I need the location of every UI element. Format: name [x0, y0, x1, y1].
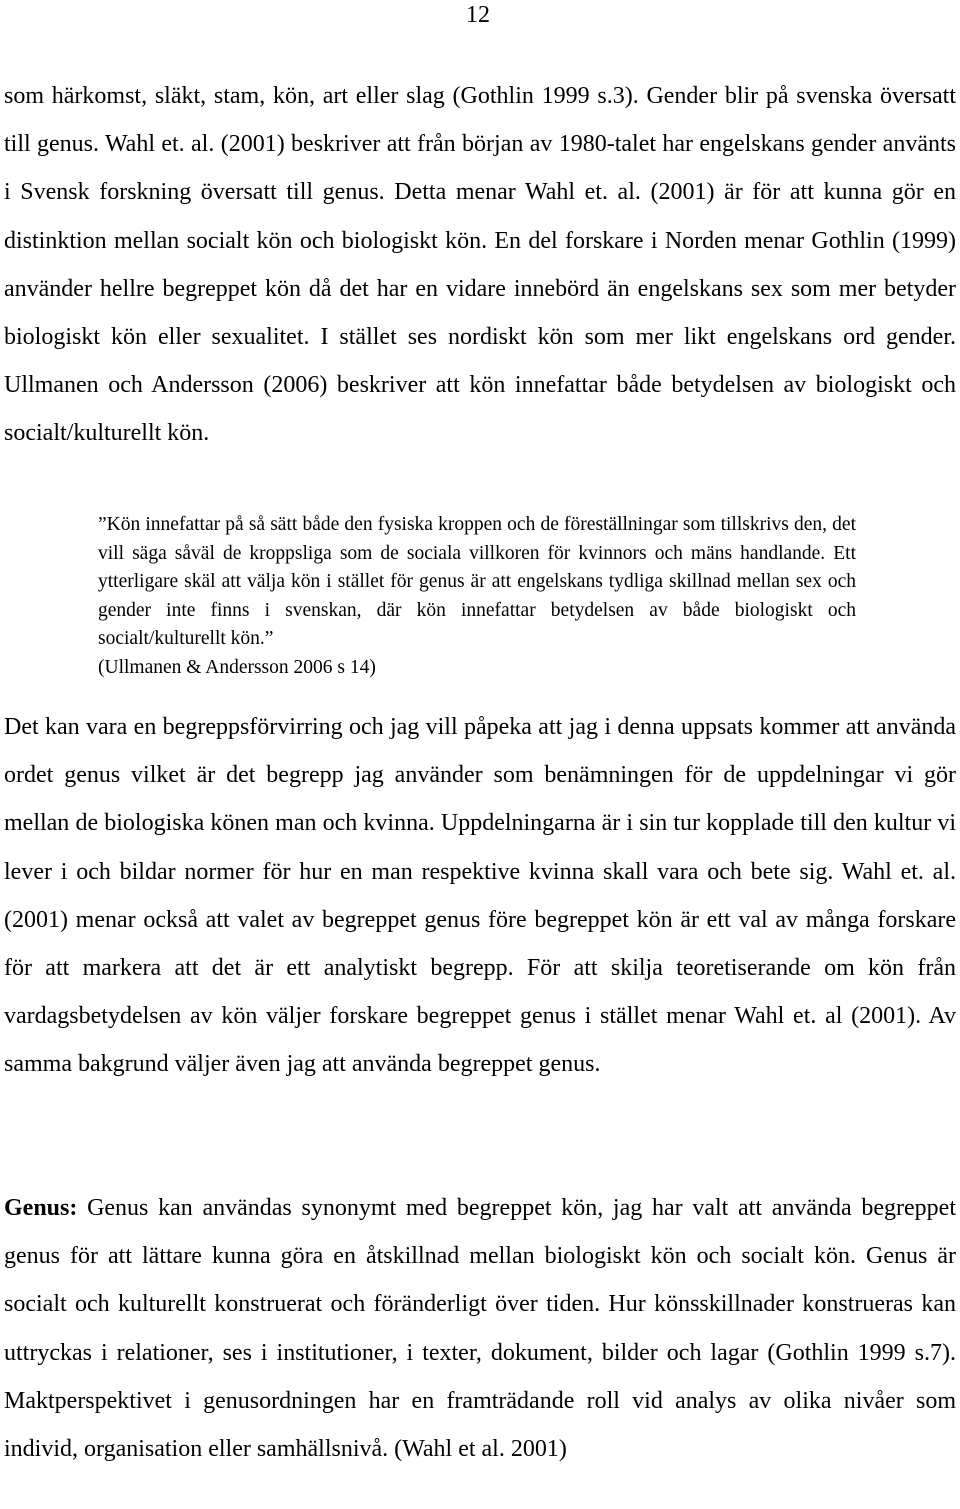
page-number: 12	[466, 2, 490, 28]
quote-citation: (Ullmanen & Andersson 2006 s 14)	[98, 656, 376, 678]
quote-text: ”Kön innefattar på så sätt både den fysiska kroppen och de föreställningar som tillskrivs den, det vill säga såväl de kroppsliga som de sociala villkoren för kvinnors och mäns handlande. Ett ytterligare skäl att välja kön i stället för genus är att engelskans tydliga skillnad mellan sex och gender inte finns i svenskan, där kön innefattar betydelsen av både biologiskt och socialt/kulturellt kön.”	[98, 514, 856, 650]
body-paragraph-3	[4, 1184, 956, 1473]
definition-text: Genus kan användas synonymt med begreppet kön, jag har valt att använda begreppet genus för att lättare kunna göra en åtskillnad mellan biologiskt kön och socialt kön. Genus är socialt och kulturellt konstruerat och föränderligt över tiden. Hur könsskillnader konstrueras kan uttryckas i relationer, ses i institutioner, i texter, dokument, bilder och lagar (Gothlin 1999 s.7). Maktperspektivet i genusordningen har en framträdande roll vid analys av olika nivåer som individ, organisation eller samhällsnivå. (Wahl et al. 2001)	[4, 1195, 956, 1463]
definition-term: Genus:	[4, 1195, 78, 1221]
body-paragraph-2: Det kan vara en begreppsförvirring och jag vill påpeka att jag i denna uppsats kommer att använda ordet genus vilket är det begrepp jag använder som benämningen för de uppdelningar vi gör mellan de biologiska könen man och kvinna. Uppdelningarna är i sin tur kopplade till den kultur vi lever i och bildar normer för hur en man respektive kvinna skall vara och bete sig. Wahl et. al. (2001) menar också att valet av begreppet genus före begreppet kön är ett val av många forskare för att markera att det är ett analytiskt begrepp. För att skilja teoretiserande om kön från vardagsbetydelsen av kön väljer forskare begreppet genus i stället menar Wahl et. al (2001). Av samma bakgrund väljer även jag att använda begreppet genus.	[4, 714, 956, 1078]
body-paragraph-1: som härkomst, släkt, stam, kön, art eller slag (Gothlin 1999 s.3). Gender blir på svenska översatt till genus. Wahl et. al. (2001) beskriver att från början av 1980-talet har engelskans gender använts i Svensk forskning översatt till genus. Detta menar Wahl et. al. (2001) är för att kunna gör en distinktion mellan socialt kön och biologiskt kön. En del forskare i Norden menar Gothlin (1999) använder hellre begreppet kön då det har en vidare innebörd än engelskans sex som mer betyder biologiskt kön eller sexualitet. I stället ses nordiskt kön som mer likt engelskans ord gender. Ullmanen och Andersson (2006) beskriver att kön innefattar både betydelsen av biologiskt och socialt/kulturellt kön.	[4, 83, 956, 447]
block-quote	[98, 511, 856, 683]
